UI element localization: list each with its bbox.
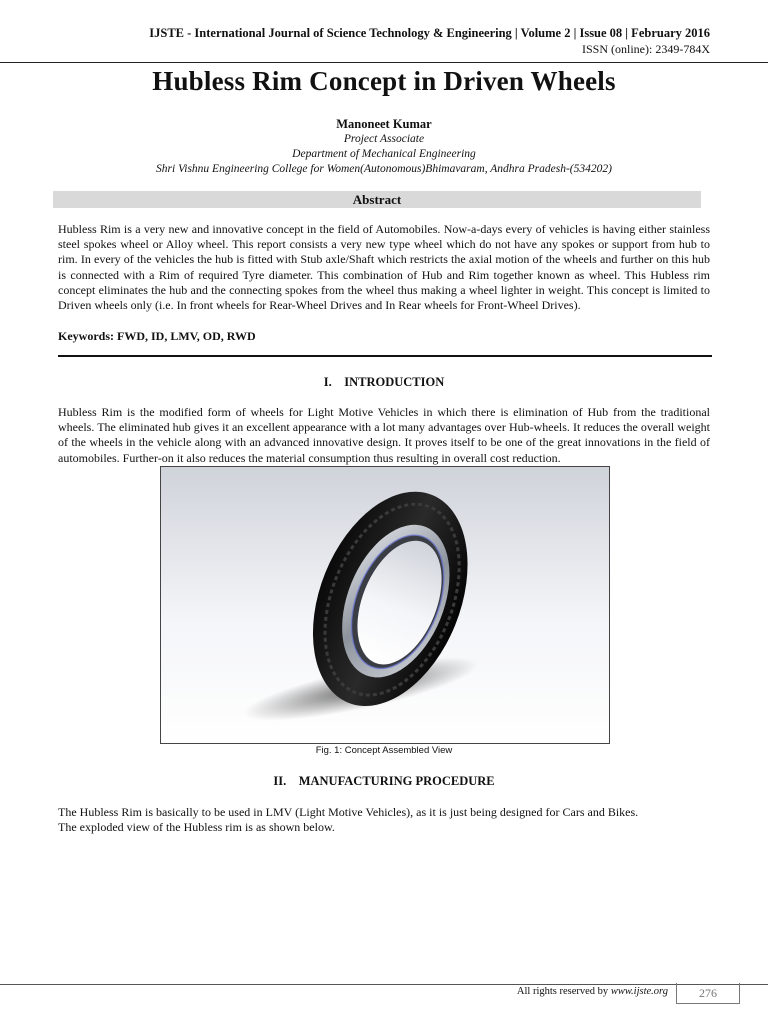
issn-line: ISSN (online): 2349-784X: [582, 42, 710, 56]
section-separator: [58, 355, 712, 357]
site-link[interactable]: www.ijste.org: [610, 986, 668, 997]
footer-rights: [517, 986, 668, 997]
figure-concept-assembled-view: [160, 466, 610, 744]
manufacturing-heading: II. MANUFACTURING PROCEDURE: [273, 774, 495, 788]
author-name: Manoneet Kumar: [336, 117, 432, 131]
paper-title: Hubless Rim Concept in Driven Wheels: [152, 66, 616, 96]
manufacturing-line-1: The Hubless Rim is basically to be used in LMV (Light Motive Vehicles), as it is just being designed for Cars and Bikes.: [58, 805, 639, 819]
abstract-heading: Abstract: [53, 191, 701, 208]
manufacturing-line-2: The exploded view of the Hubless rim is as shown below.: [58, 820, 335, 835]
author-department: Department of Mechanical Engineering: [292, 148, 476, 160]
manufacturing-text: [58, 805, 710, 835]
introduction-heading: I. INTRODUCTION: [323, 375, 445, 389]
header-rule: [0, 62, 768, 63]
footer-rule: [0, 984, 768, 985]
hubless-wheel-image: [161, 467, 609, 743]
abstract-text: Hubless Rim is a very new and innovative concept in the field of Automobiles. Now-a-days every of vehicles is having either stainless steel spokes wheel or Alloy wheel. This report consists a very new type wheel which do not have any spokes or support from hub to rim. In every of the vehicles the hub is fitted with Stub axle/Shaft which restricts the axial motion of the wheels and further on this hub is connected with a Rim of required Tyre diameter. This combination of Hub and Rim together known as wheel. This Hubless rim concept eliminates the hub and the connecting spokes from the wheel thus making a wheel lighter in weight. This concept is limited to Driven wheels only (i.e. In front wheels for Rear-Wheel Drives and In Rear wheels for Front-Wheel Drives).: [58, 222, 710, 313]
author-institution: Shri Vishnu Engineering College for Women(Autonomous)Bhimavaram, Andhra Pradesh-(534202): [156, 163, 612, 175]
journal-header: IJSTE - International Journal of Science Technology & Engineering | Volume 2 | Issue 08 | February 2016: [149, 26, 710, 40]
keywords: Keywords: FWD, ID, LMV, OD, RWD: [58, 329, 256, 343]
page-number: 276: [676, 983, 740, 1004]
figure-caption: Fig. 1: Concept Assembled View: [315, 745, 453, 756]
rights-text: All rights reserved by: [516, 986, 609, 997]
introduction-text: Hubless Rim is the modified form of wheels for Light Motive Vehicles in which there is elimination of Hub from the traditional wheels. The eliminated hub gives it an excellent appearance with a lot many advantages over Hub-wheels. It reduces the overall weight of the wheels in the vehicle along with an advanced innovative design. It proves itself to be one of the great innovations in the field of automobiles. Further-on it also reduces the material consumption thus resulting in overall cost reduction.: [58, 405, 710, 465]
author-position: Project Associate: [343, 133, 425, 145]
